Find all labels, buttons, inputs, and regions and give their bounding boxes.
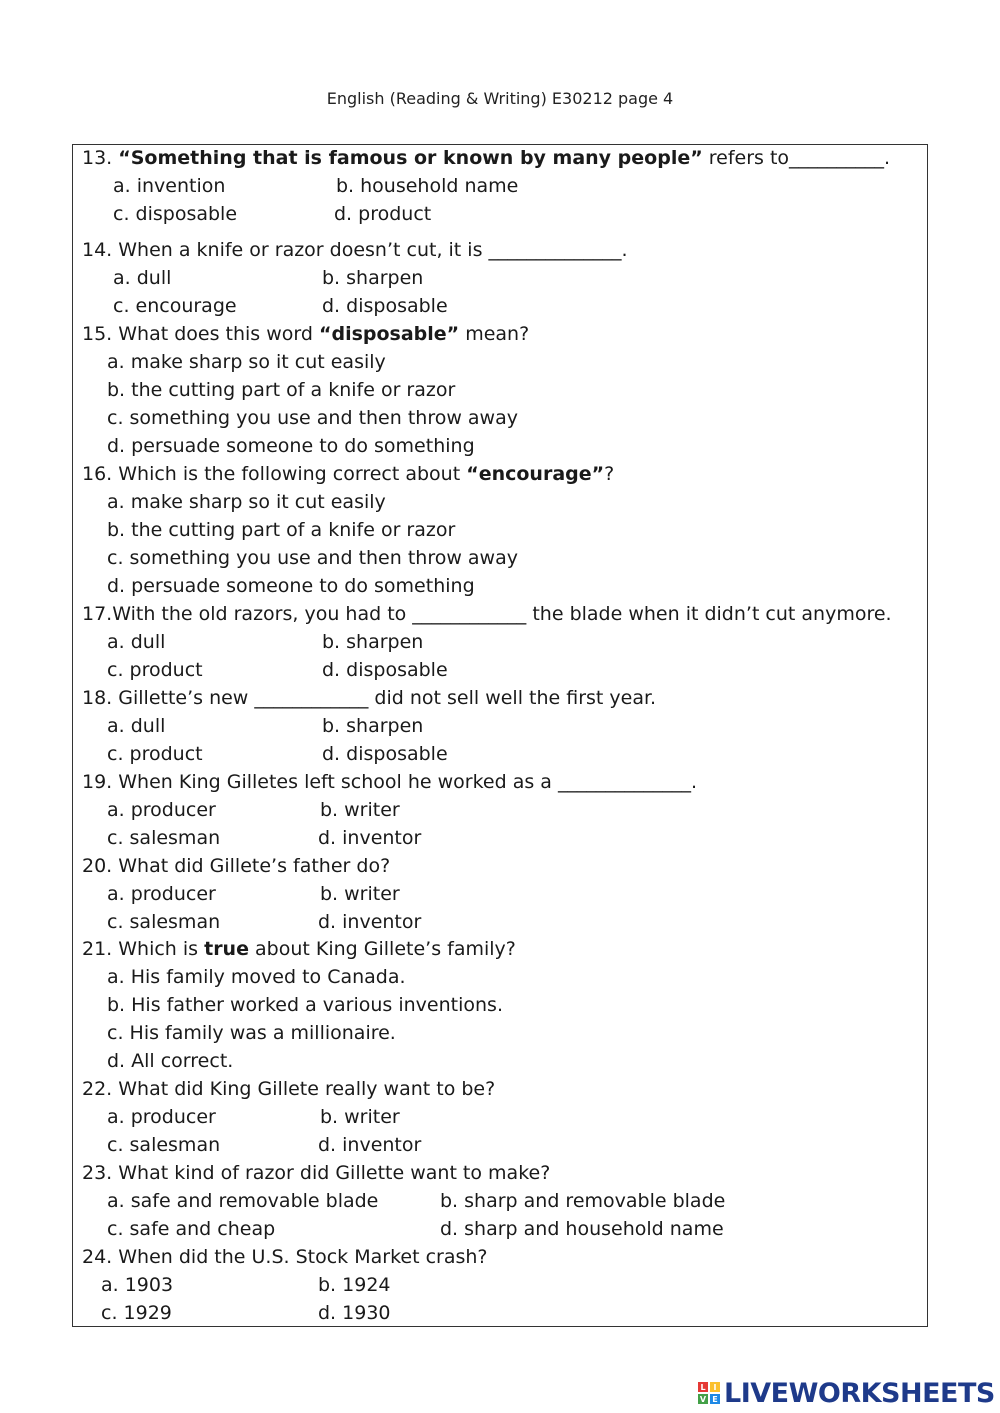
logo-letter-e: E — [710, 1394, 720, 1404]
q16-option-c[interactable]: c. something you use and then throw away — [107, 547, 518, 569]
q14-option-a[interactable]: a. dull — [113, 267, 172, 289]
q23-option-a[interactable]: a. safe and removable blade — [107, 1190, 379, 1212]
q23-option-b[interactable]: b. sharp and removable blade — [440, 1190, 726, 1212]
question-17: 17.With the old razors, you had to ____________ the blade when it didn’t cut anymore. — [82, 603, 892, 625]
q18-option-b[interactable]: b. sharpen — [322, 715, 424, 737]
question-20: 20. What did Gillete’s father do? — [82, 855, 391, 877]
q17-option-d[interactable]: d. disposable — [322, 659, 448, 681]
q18-option-c[interactable]: c. product — [107, 743, 203, 765]
question-16: 16. Which is the following correct about “encourage”? — [82, 463, 615, 485]
q19-option-a[interactable]: a. producer — [107, 799, 216, 821]
q15-option-a[interactable]: a. make sharp so it cut easily — [107, 351, 386, 373]
q21-option-d[interactable]: d. All correct. — [107, 1050, 234, 1072]
q22-option-d[interactable]: d. inventor — [318, 1134, 422, 1156]
q15-option-d[interactable]: d. persuade someone to do something — [107, 435, 475, 457]
q20-option-b[interactable]: b. writer — [320, 883, 400, 905]
logo-letter-v: V — [699, 1394, 707, 1404]
question-23: 23. What kind of razor did Gillette want to make? — [82, 1162, 551, 1184]
logo-mark-icon — [698, 1382, 720, 1404]
q16-option-a[interactable]: a. make sharp so it cut easily — [107, 491, 386, 513]
q24-option-c[interactable]: c. 1929 — [101, 1302, 172, 1324]
question-21: 21. Which is true about King Gillete’s family? — [82, 938, 516, 960]
q23-option-d[interactable]: d. sharp and household name — [440, 1218, 724, 1240]
q15-option-b[interactable]: b. the cutting part of a knife or razor — [107, 379, 456, 401]
q19-option-b[interactable]: b. writer — [320, 799, 400, 821]
question-22: 22. What did King Gillete really want to be? — [82, 1078, 496, 1100]
q13-option-c[interactable]: c. disposable — [113, 203, 238, 225]
q13-option-d[interactable]: d. product — [334, 203, 432, 225]
q20-option-a[interactable]: a. producer — [107, 883, 216, 905]
brand-name: LIVEWORKSHEETS — [724, 1377, 995, 1409]
q17-option-b[interactable]: b. sharpen — [322, 631, 424, 653]
q18-option-a[interactable]: a. dull — [107, 715, 166, 737]
q14-option-b[interactable]: b. sharpen — [322, 267, 424, 289]
q14-option-c[interactable]: c. encourage — [113, 295, 237, 317]
q22-option-b[interactable]: b. writer — [320, 1106, 400, 1128]
question-15: 15. What does this word “disposable” mean? — [82, 323, 530, 345]
q22-option-a[interactable]: a. producer — [107, 1106, 216, 1128]
q20-option-c[interactable]: c. salesman — [107, 911, 221, 933]
q21-option-b[interactable]: b. His father worked a various inventions. — [107, 994, 503, 1016]
q22-option-c[interactable]: c. salesman — [107, 1134, 221, 1156]
q21-option-a[interactable]: a. His family moved to Canada. — [107, 966, 406, 988]
logo-letter-l: L — [698, 1382, 708, 1392]
q13-option-b[interactable]: b. household name — [336, 175, 519, 197]
question-13: 13. “Something that is famous or known by many people” refers to__________. — [82, 147, 891, 169]
question-18: 18. Gillette’s new ____________ did not sell well the first year. — [82, 687, 657, 709]
q21-option-c[interactable]: c. His family was a millionaire. — [107, 1022, 396, 1044]
logo-letter-i: I — [710, 1382, 720, 1392]
q16-option-d[interactable]: d. persuade someone to do something — [107, 575, 475, 597]
question-14: 14. When a knife or razor doesn’t cut, it is ______________. — [82, 239, 628, 261]
question-19: 19. When King Gilletes left school he worked as a ______________. — [82, 771, 697, 793]
q19-option-c[interactable]: c. salesman — [107, 827, 221, 849]
q13-option-a[interactable]: a. invention — [113, 175, 226, 197]
q15-option-c[interactable]: c. something you use and then throw away — [107, 407, 518, 429]
liveworksheets-logo — [698, 1378, 995, 1408]
q14-option-d[interactable]: d. disposable — [322, 295, 448, 317]
q20-option-d[interactable]: d. inventor — [318, 911, 422, 933]
question-24: 24. When did the U.S. Stock Market crash? — [82, 1246, 488, 1268]
q19-option-d[interactable]: d. inventor — [318, 827, 422, 849]
q16-option-b[interactable]: b. the cutting part of a knife or razor — [107, 519, 456, 541]
q24-option-d[interactable]: d. 1930 — [318, 1302, 391, 1324]
q23-option-c[interactable]: c. safe and cheap — [107, 1218, 276, 1240]
q17-option-a[interactable]: a. dull — [107, 631, 166, 653]
q18-option-d[interactable]: d. disposable — [322, 743, 448, 765]
q24-option-b[interactable]: b. 1924 — [318, 1274, 391, 1296]
q17-option-c[interactable]: c. product — [107, 659, 203, 681]
page-header: English (Reading & Writing) E30212 page 4 — [326, 89, 674, 108]
q24-option-a[interactable]: a. 1903 — [101, 1274, 174, 1296]
